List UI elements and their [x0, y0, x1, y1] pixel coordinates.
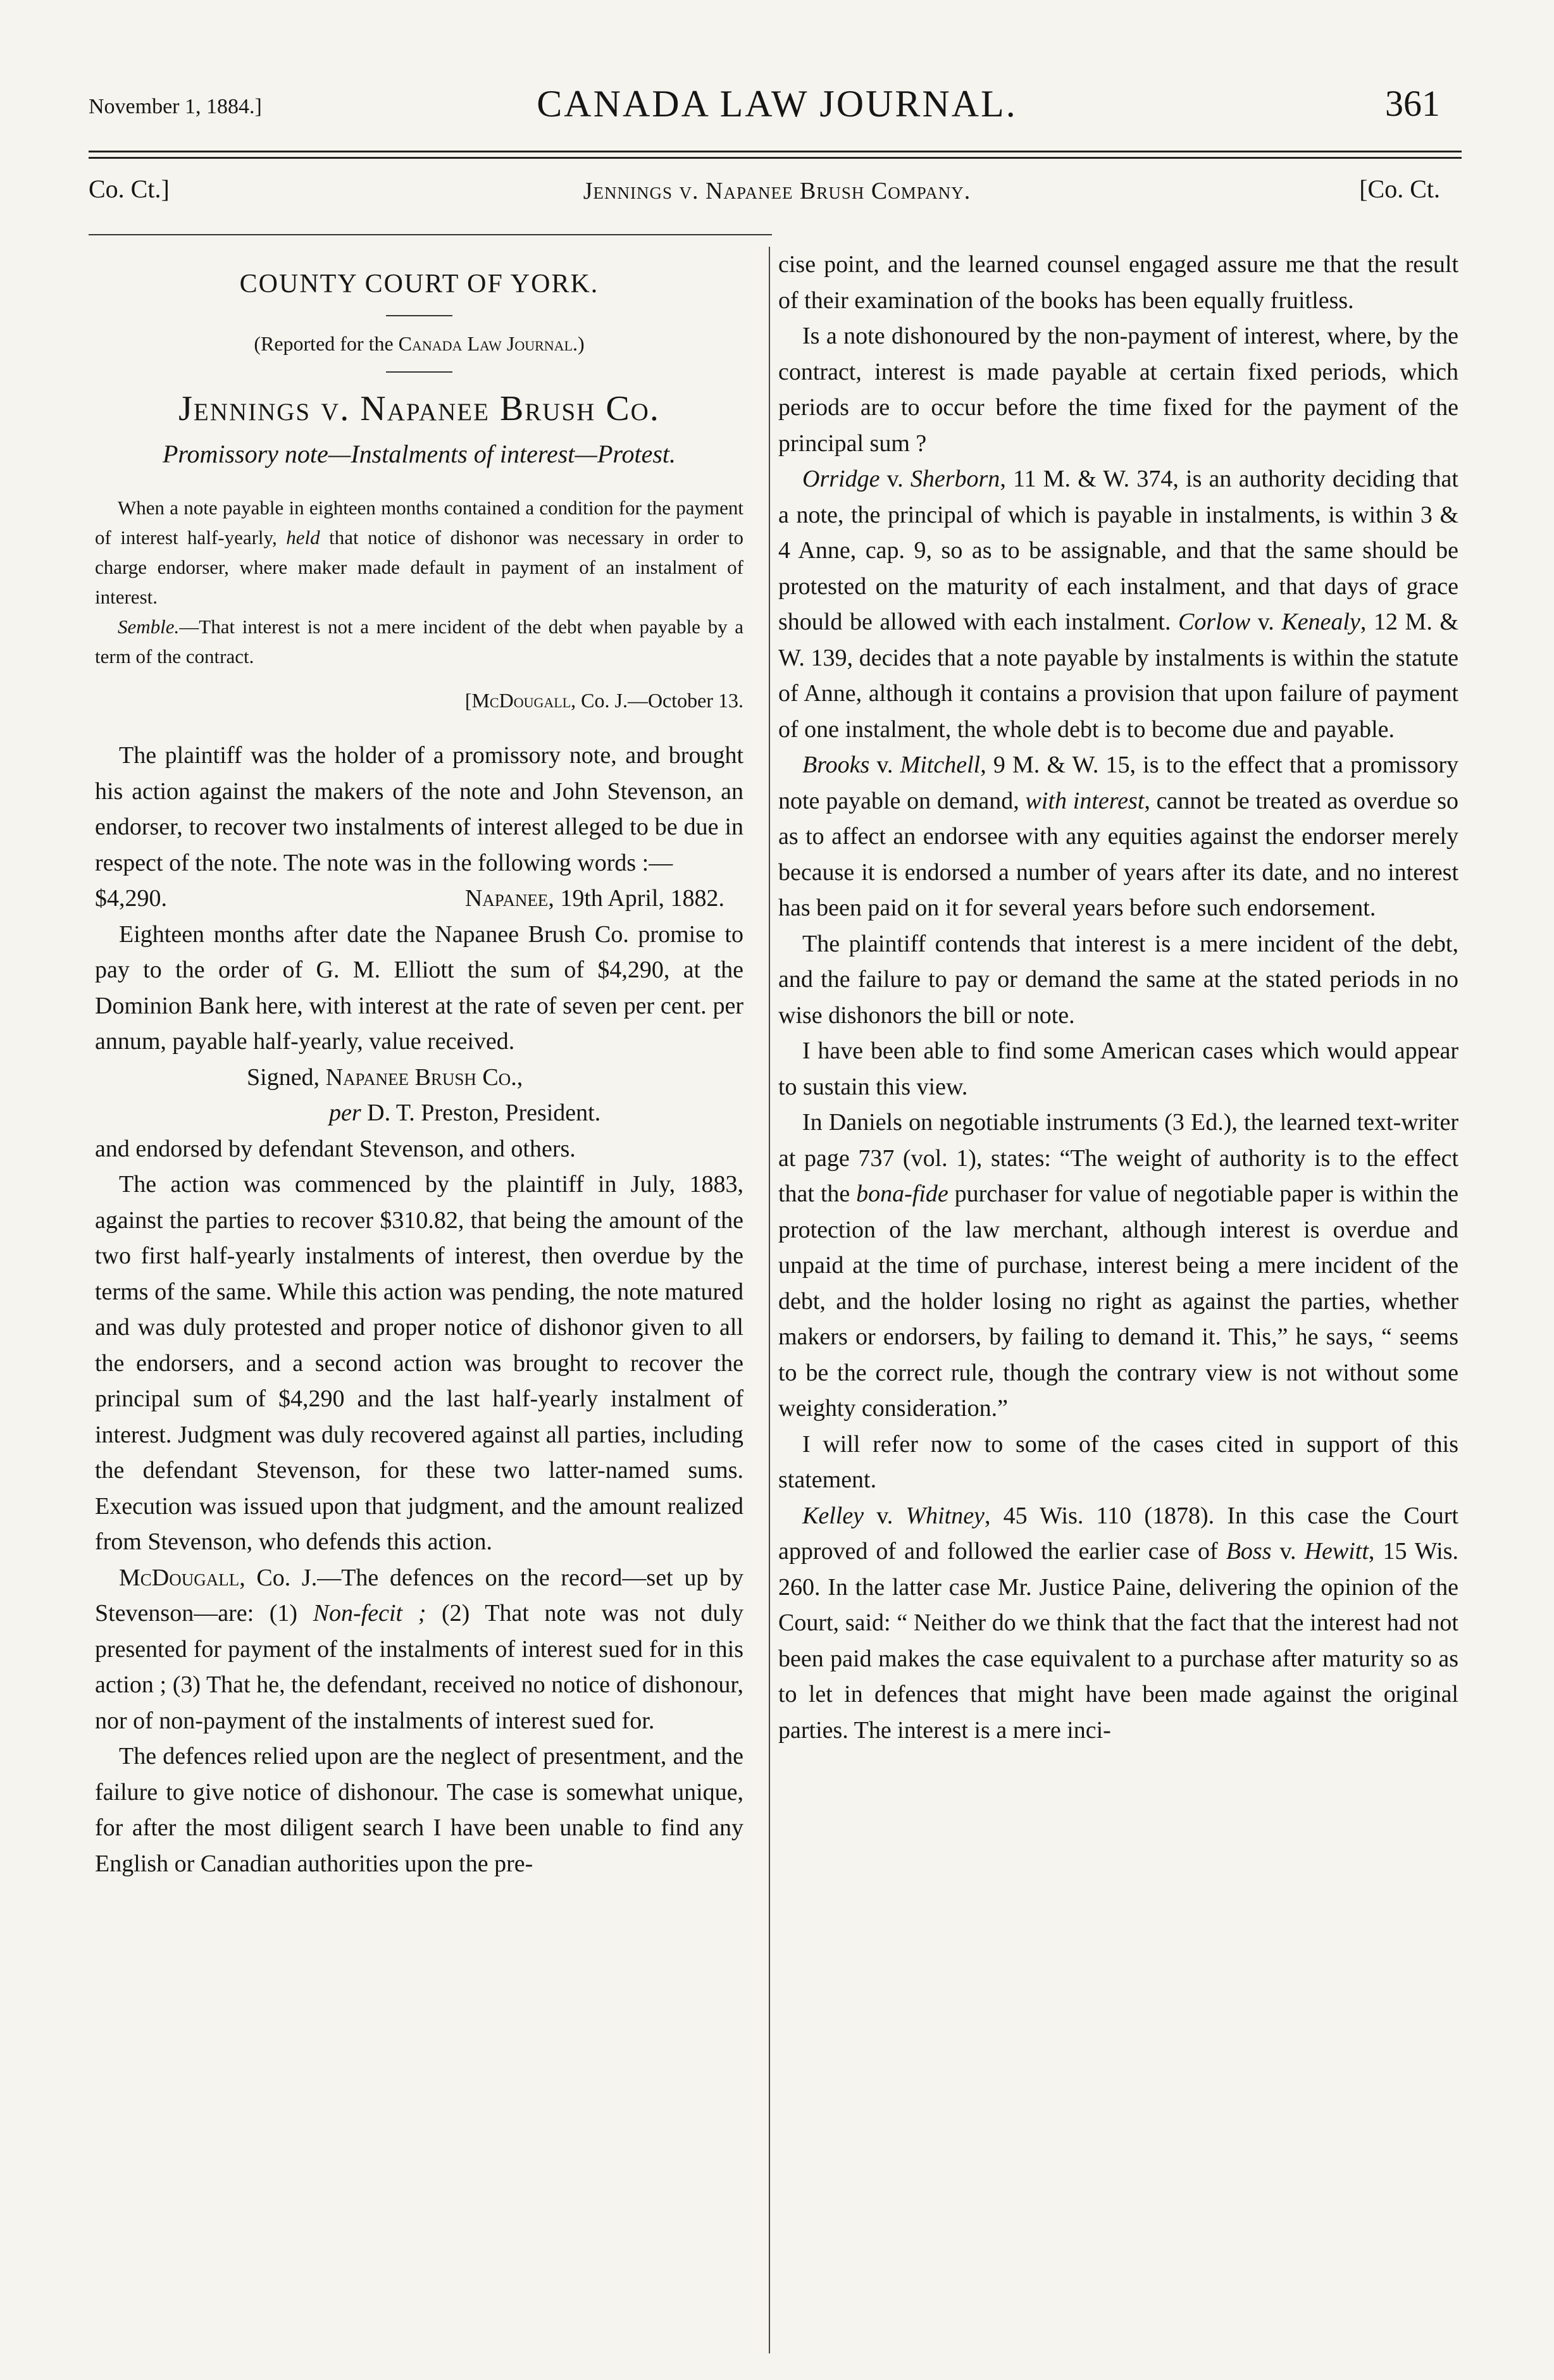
short-rule: [386, 315, 452, 316]
header-rule-top: [89, 151, 1462, 152]
judge-date-line: [McDougall, Co. J.—October 13.: [464, 689, 743, 712]
paragraph: and endorsed by defendant Stevenson, and others.: [95, 1135, 576, 1162]
note-signatory: per D. T. Preston, President.: [329, 1100, 601, 1126]
paragraph: Is a note dishonoured by the non-payment of interest, where, by the contract, interest is made payable at certain fixed periods, which periods are to occur before the time fixed for the payment of the principal sum ?: [778, 323, 1458, 457]
left-column: [95, 247, 743, 1881]
court-heading: COUNTY COURT OF YORK.: [239, 270, 599, 299]
subheader-rule: [89, 234, 772, 235]
paragraph: The plaintiff contends that interest is a mere incident of the debt, and the failure to pay or demand the same at the stated periods in no wise dishonors the bill or note.: [778, 930, 1458, 1029]
paragraph: McDougall, Co. J.—The defences on the record—set up by Stevenson—are: (1) Non-fecit ; (2) That note was not duly presented for payment of the instalments of interest sued for in this action ; (3) That he, the defendant, received no notice of dishonour, nor of non-payment of the instalments of interest sued for.: [95, 1564, 743, 1734]
paragraph: Orridge v. Sherborn, 11 M. & W. 374, is an authority deciding that a note, the principal of which is payable in instalments, is within 3 & 4 Anne, cap. 9, so as to be assignable, and that the same should be protested on the maturity of each instalment, and that days of grace should be allowed with each instalment. Corlow v. Kenealy, 12 M. & W. 139, decides that a note payable by instalments is within the statute of Anne, although it contains a provision that upon failure of payment of one instalment, the whole debt is to become due and payable.: [778, 466, 1458, 743]
paragraph: The defences relied upon are the neglect of presentment, and the failure to give notice of dishonour. The case is somewhat unique, for after the most diligent search I have been unable to find any English or Canadian authorities upon the pre-: [95, 1743, 743, 1877]
right-column: [778, 247, 1458, 1748]
paragraph: Brooks v. Mitchell, 9 M. & W. 15, is to the effect that a promissory note payable on demand, with interest, cannot be treated as overdue so as to affect an endorsee with any equities against the endorser merely because it is endorsed a number of years after its date, and no interest has been paid on it for several years before such endorsement.: [778, 752, 1458, 921]
journal-title: CANADA LAW JOURNAL.: [537, 83, 1017, 125]
headnote-semble: Semble.—That interest is not a mere incident of the debt when payable by a term of the contract.: [95, 616, 743, 667]
court-label-right: [Co. Ct.: [1359, 175, 1440, 203]
note-text: Eighteen months after date the Napanee Brush Co. promise to pay to the order of G. M. Elliott the sum of $4,290, at the Dominion Bank here, with interest at the rate of seven per cent. per annum, payable half-yearly, value received.: [95, 920, 743, 1055]
catchwords: Promissory note—Instalments of interest—Protest.: [162, 440, 676, 468]
case-title: Jennings v. Napanee Brush Co.: [178, 389, 660, 428]
paragraph: Kelley v. Whitney, 45 Wis. 110 (1878). In this case the Court approved of and followed the earlier case of Boss v. Hewitt, 15 Wis. 260. In the latter case Mr. Justice Paine, delivering the opinion of the Court, said: “ Neither do we think that the fact that the interest had not been paid makes the case equivalent to a purchase after maturity so as to let in defences that might have been made against the original parties. The interest is a mere inci-: [778, 1502, 1458, 1744]
running-case-title: Jennings v. Napanee Brush Company.: [583, 178, 971, 204]
headnote: When a note payable in eighteen months contained a condition for the payment of interest half-yearly, held that notice of dishonor was necessary in order to charge endorser, where maker made default in payment of an instalment of interest.: [95, 497, 743, 608]
note-signature: Signed, Napanee Brush Co.,: [247, 1063, 523, 1091]
paragraph: cise point, and the learned counsel engaged assure me that the result of their examination of the books has been equally fruitless.: [778, 251, 1458, 314]
paragraph: The plaintiff was the holder of a promissory note, and brought his action against the makers of the note and John Stevenson, an endorser, to recover two instalments of interest alleged to be due in respect of the note. The note was in the following words :—: [95, 742, 743, 876]
page-number: 361: [1385, 83, 1440, 124]
paragraph: The action was commenced by the plaintiff in July, 1883, against the parties to recover $310.82, that being the amount of the two first half-yearly instalments of interest, then overdue by the terms of the same. While this action was pending, the note matured and was duly protested and proper notice of dishonor given to all the endorsers, and a second action was brought to recover the principal sum of $4,290 and the last half-yearly instalment of interest. Judgment was duly recovered against all parties, including the defendant Stevenson, for these two latter-named sums. Execution was issued upon that judgment, and the amount realized from Stevenson, who defends this action.: [95, 1171, 743, 1555]
issue-date: November 1, 1884.]: [89, 95, 262, 118]
note-heading: $4,290. Napanee, 19th April, 1882.: [95, 885, 724, 912]
column-divider: [769, 247, 770, 2353]
header-rule-bottom: [89, 157, 1462, 159]
short-rule: [386, 371, 452, 373]
paragraph: In Daniels on negotiable instruments (3 Ed.), the learned text-writer at page 737 (vol. 1), states: “The weight of authority is to the effect that the bona-fide purchaser for value of negotiable paper is within the protection of the law merchant, although interest is overdue and unpaid at the time of purchase, interest being a mere incident of the debt, and the holder losing no right as against the parties, whether makers or endorsers, by failing to demand it. This,” he says, “ seems to be the correct rule, though the contrary view is not without some weighty consideration.”: [778, 1109, 1458, 1422]
paragraph: I will refer now to some of the cases cited in support of this statement.: [778, 1430, 1458, 1493]
court-label-left: Co. Ct.]: [89, 175, 170, 203]
paragraph: I have been able to find some American cases which would appear to sustain this view.: [778, 1038, 1458, 1100]
reported-note: (Reported for the Canada Law Journal.): [254, 332, 585, 355]
